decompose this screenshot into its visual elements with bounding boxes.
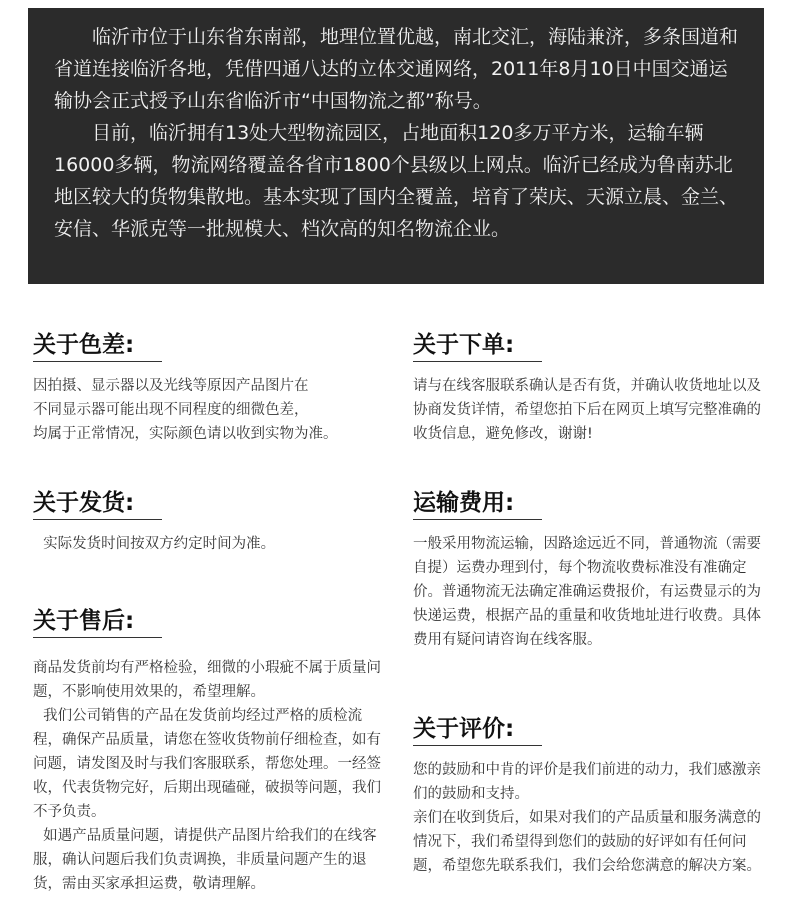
freight-section [413, 476, 765, 702]
order-section [413, 318, 765, 476]
review-paragraph-2: 亲们在收到货后，如果对我们的产品质量和服务满意的情况下，我们希望得到您们的鼓励的好评如有任何问题，希望您先联系我们，我们会给您满意的解决方案。 [413, 810, 761, 874]
shipping-body [33, 532, 385, 556]
review-title: 关于评价: [413, 702, 542, 746]
after-sales-paragraph-3: 如遇产品质量问题，请提供产品图片给我们的在线客服，确认问题后我们负责调换，非质量问题产生的退货，需由买家承担运费，敬请理解。 [33, 828, 377, 892]
shipping-text: 实际发货时间按双方约定时间为准。 [43, 536, 276, 552]
intro-paragraph-1: 临沂市位于山东省东南部，地理位置优越，南北交汇，海陆兼济，多条国道和省道连接临沂各地，凭借四通八达的立体交通网络，2011年8月10日中国交通运输协会正式授予山东省临沂市“中国物流之都”称号。 [54, 26, 739, 112]
review-section [413, 702, 765, 878]
review-paragraph-1: 您的鼓励和中肯的评价是我们前进的动力，我们感激亲们的鼓励和支持。 [413, 762, 761, 802]
freight-title: 运输费用: [413, 476, 542, 520]
order-body [413, 374, 765, 446]
color-diff-line-1: 因拍摄、显示器以及光线等原因产品图片在 [33, 378, 309, 394]
after-sales-paragraph-1: 商品发货前均有严格检验，细微的小瑕疵不属于质量问题，不影响使用效果的，希望理解。 [33, 660, 381, 700]
color-diff-title: 关于色差: [33, 318, 162, 362]
freight-body [413, 532, 765, 652]
shipping-title: 关于发货: [33, 476, 162, 520]
color-diff-line-2: 不同显示器可能出现不同程度的细微色差， [33, 402, 309, 418]
left-column [33, 318, 385, 896]
order-text: 请与在线客服联系确认是否有货，并确认收货地址以及协商发货详情，希望您拍下后在网页上填写完整准确的收货信息，避免修改，谢谢! [413, 378, 761, 442]
freight-text: 一般采用物流运输，因路途远近不同，普通物流（需要自提）运费办理到付，每个物流收费标准没有准确定价。普通物流无法确定准确运费报价，有运费显示的为快递运费，根据产品的重量和收货地址进行收费。具体费用有疑问请咨询在线客服。 [413, 536, 761, 648]
intro-panel [28, 8, 764, 284]
after-sales-section [33, 594, 385, 896]
intro-paragraph-2: 目前，临沂拥有13处大型物流园区，占地面积120多万平方米，运输车辆16000多辆，物流网络覆盖各省市1800个县级以上网点。临沂已经成为鲁南苏北地区较大的货物集散地。基本实现了国内全覆盖，培育了荣庆、天源立晨、金兰、安信、华派克等一批规模大、档次高的知名物流企业。 [54, 122, 739, 240]
order-title: 关于下单: [413, 318, 542, 362]
color-diff-line-3: 均属于正常情况，实际颜色请以收到实物为准。 [33, 426, 338, 442]
after-sales-body [33, 656, 385, 896]
shipping-section [33, 476, 385, 594]
after-sales-paragraph-2: 我们公司销售的产品在发货前均经过严格的质检流程，确保产品质量，请您在签收货物前仔细检查，如有问题，请发图及时与我们客服联系，帮您处理。一经签收，代表货物完好，后期出现磕碰，破损等问题，我们不予负责。 [33, 708, 381, 820]
color-diff-body [33, 374, 385, 446]
color-diff-section [33, 318, 385, 476]
review-body [413, 758, 765, 878]
after-sales-title: 关于售后: [33, 594, 162, 638]
right-column [413, 318, 765, 878]
